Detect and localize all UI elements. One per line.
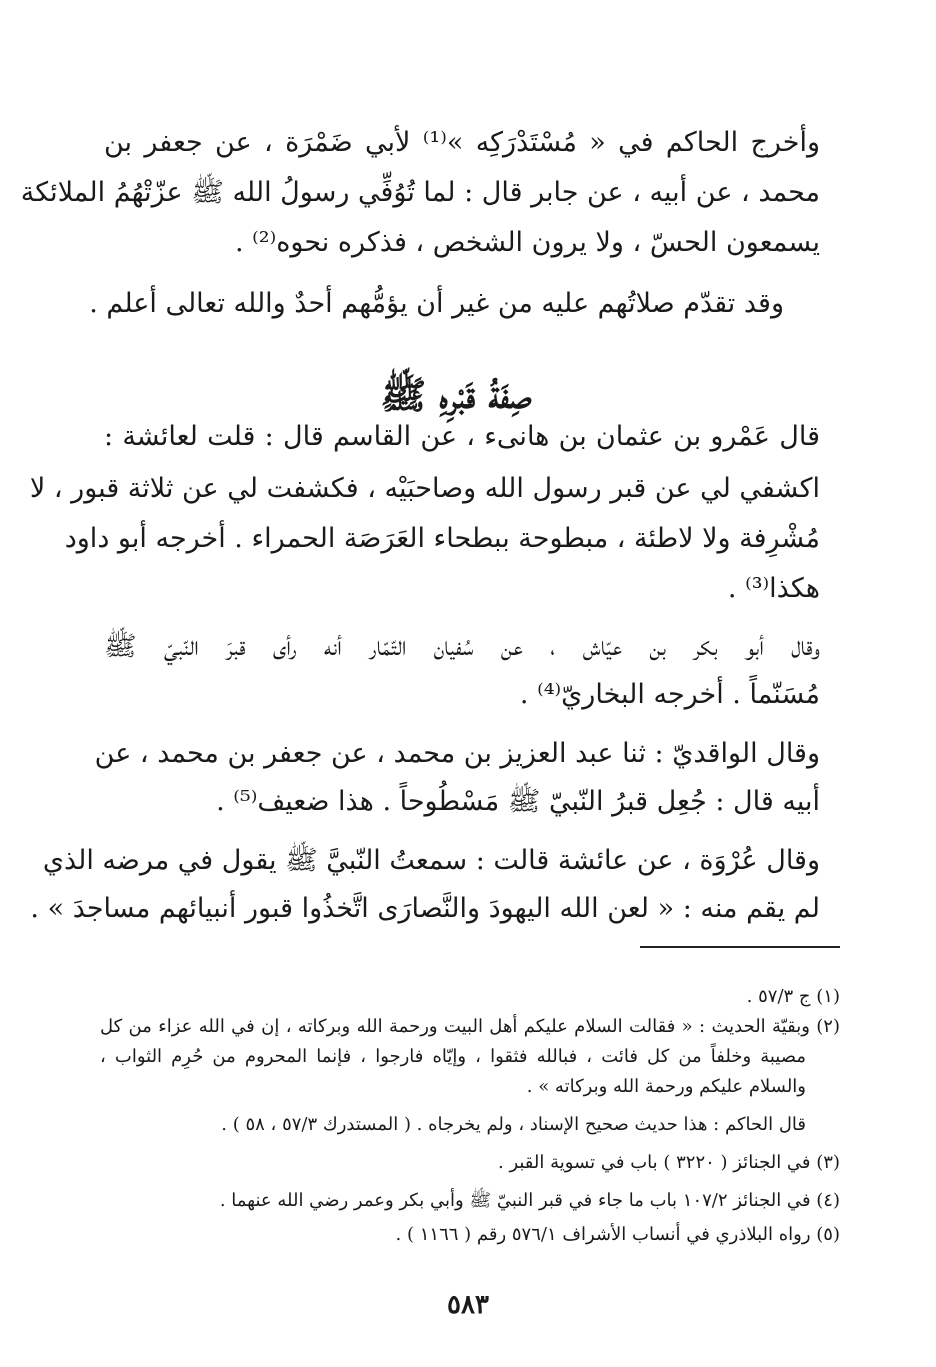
body-line: محمد ، عن أبيه ، عن جابر قال : لما تُوُفِّي رسولُ الله ﷺ عزّتْهُمُ الملائكة: [20, 177, 820, 208]
footnote-line: (٢) وبقيّة الحديث : « فقالت السلام عليكم أهل البيت ورحمة الله وبركاته ، إن في الله عزاء من كل: [100, 1016, 840, 1037]
body-line: مُسَنّماً . أخرجه البخاريّ⁽⁴⁾ .: [519, 679, 820, 710]
body-line: أبيه قال : جُعِل قبرُ النّبيّ ﷺ مَسْطُوحاً . هذا ضعيف⁽⁵⁾ .: [216, 786, 820, 817]
body-line: لم يقم منه : « لعن الله اليهودَ والنَّصارَى اتَّخذُوا قبور أنبيائهم مساجدَ » .: [30, 893, 820, 924]
footnote-line: قال الحاكم : هذا حديث صحيح الإسناد ، ولم يخرجاه . ( المستدرك ٥٧/٣ ، ٥٨ ) .: [221, 1114, 806, 1135]
footnote-line: مصيبة وخلفاً من كل فائت ، فبالله فثقوا ، وإيّاه فارجوا ، فإنما المحروم من حُرِم الثواب ،: [100, 1046, 806, 1067]
footnote-line: (١) ج ٥٧/٣ .: [746, 986, 840, 1007]
body-line: وقال الواقديّ : ثنا عبد العزيز بن محمد ، عن جعفر بن محمد ، عن: [94, 738, 820, 769]
body-line: وأخرج الحاكم في « مُسْتَدْرَكِه »⁽¹⁾ لأبي ضَمْرَة ، عن جعفر بن: [104, 127, 820, 158]
body-line: وقال أبو بكر بن عيّاش ، عن سُفيان التّمّار أنه رأى قبرَ النّبيّ ﷺ: [104, 631, 820, 662]
body-line: وقد تقدّم صلاتُهم عليه من غير أن يؤمُّهم أحدٌ والله تعالى أعلم .: [89, 288, 784, 319]
footnote-line: (٤) في الجنائز ١٠٧/٢ باب ما جاء في قبر النبيّ ﷺ وأبي بكر وعمر رضي الله عنهما .: [219, 1190, 840, 1211]
footnote-separator: [640, 946, 840, 948]
footnote-line: والسلام عليكم ورحمة الله وبركاته » .: [526, 1076, 806, 1097]
body-line: يسمعون الحسّ ، ولا يرون الشخص ، فذكره نحوه⁽²⁾ .: [235, 227, 820, 258]
body-line: مُشْرِفة ولا لاطئة ، مبطوحة ببطحاء العَرَصَة الحمراء . أخرجه أبو داود: [64, 523, 820, 554]
body-line: هكذا⁽³⁾ .: [727, 573, 820, 604]
page-number: ٥٨٣: [447, 1290, 489, 1320]
footnote-line: (٥) رواه البلاذري في أنساب الأشراف ٥٧٦/١ رقم ( ١١٦٦ ) .: [395, 1224, 840, 1245]
body-line: اكشفي لي عن قبر رسول الله وصاحبَيْه ، فكشفت لي عن ثلاثة قبور ، لا: [29, 473, 820, 504]
footnote-line: (٣) في الجنائز ( ٣٢٢٠ ) باب في تسوية القبر .: [498, 1152, 840, 1173]
body-line: قال عَمْرو بن عثمان بن هانىء ، عن القاسم قال : قلت لعائشة :: [104, 421, 820, 452]
body-line: وقال عُرْوَة ، عن عائشة قالت : سمعتُ النّبيَّ ﷺ يقول في مرضه الذي: [42, 845, 820, 876]
section-heading: صِفَةُ قَبْرِهِ ﷺ: [380, 372, 532, 417]
